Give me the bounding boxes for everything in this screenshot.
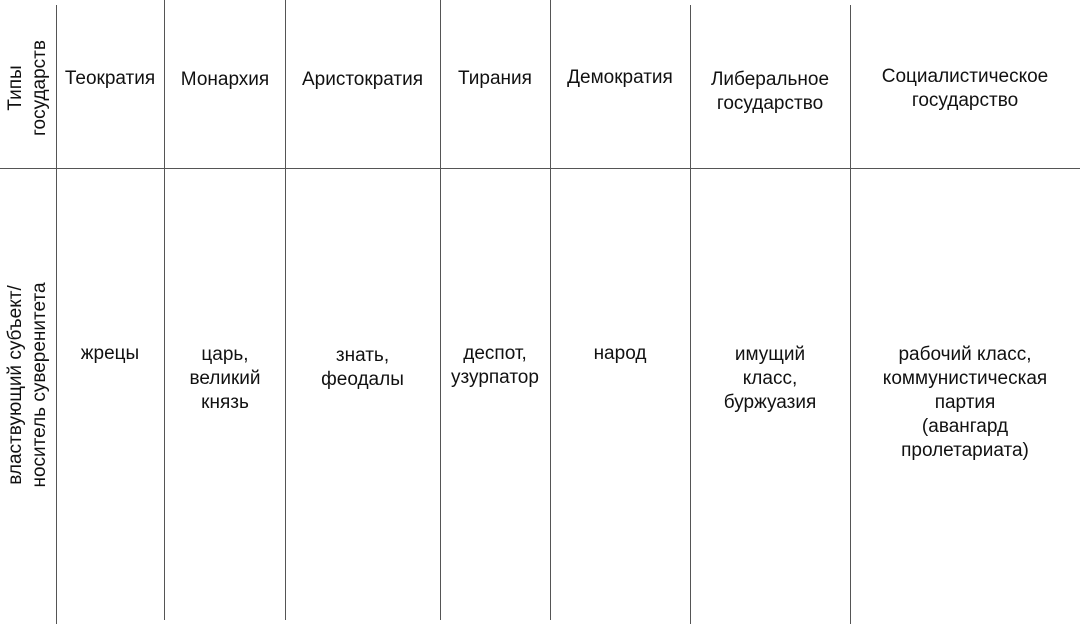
column-divider	[285, 0, 286, 620]
subject-theocracy: жрецы	[80, 343, 140, 364]
column-divider	[56, 5, 57, 624]
column-divider	[164, 0, 165, 620]
subject-row-label: властвующий субъект/ носитель суверенитета	[5, 282, 50, 488]
header-row-label: Типы государств	[5, 40, 50, 136]
subject-aristocracy: знать, феодалы	[321, 345, 404, 390]
state-type-democracy: Демократия	[567, 67, 673, 88]
subject-liberal: имущий класс, буржуазия	[723, 344, 817, 413]
state-type-aristocracy: Аристократия	[301, 69, 424, 90]
subject-democracy: народ	[593, 343, 647, 364]
subject-socialist: рабочий класс, коммунистическая партия (авангард пролетариата)	[882, 344, 1048, 461]
column-divider	[550, 0, 551, 620]
column-divider	[440, 0, 441, 620]
state-type-socialist: Социалистическое государство	[881, 66, 1049, 111]
state-type-liberal: Либеральное государство	[710, 69, 830, 114]
state-type-tyranny: Тирания	[458, 68, 532, 89]
state-type-theocracy: Теократия	[64, 68, 156, 89]
subject-tyranny: деспот, узурпатор	[451, 343, 539, 388]
header-divider	[0, 168, 1080, 169]
state-type-monarchy: Монархия	[180, 69, 270, 90]
subject-monarchy: царь, великий князь	[189, 344, 261, 413]
